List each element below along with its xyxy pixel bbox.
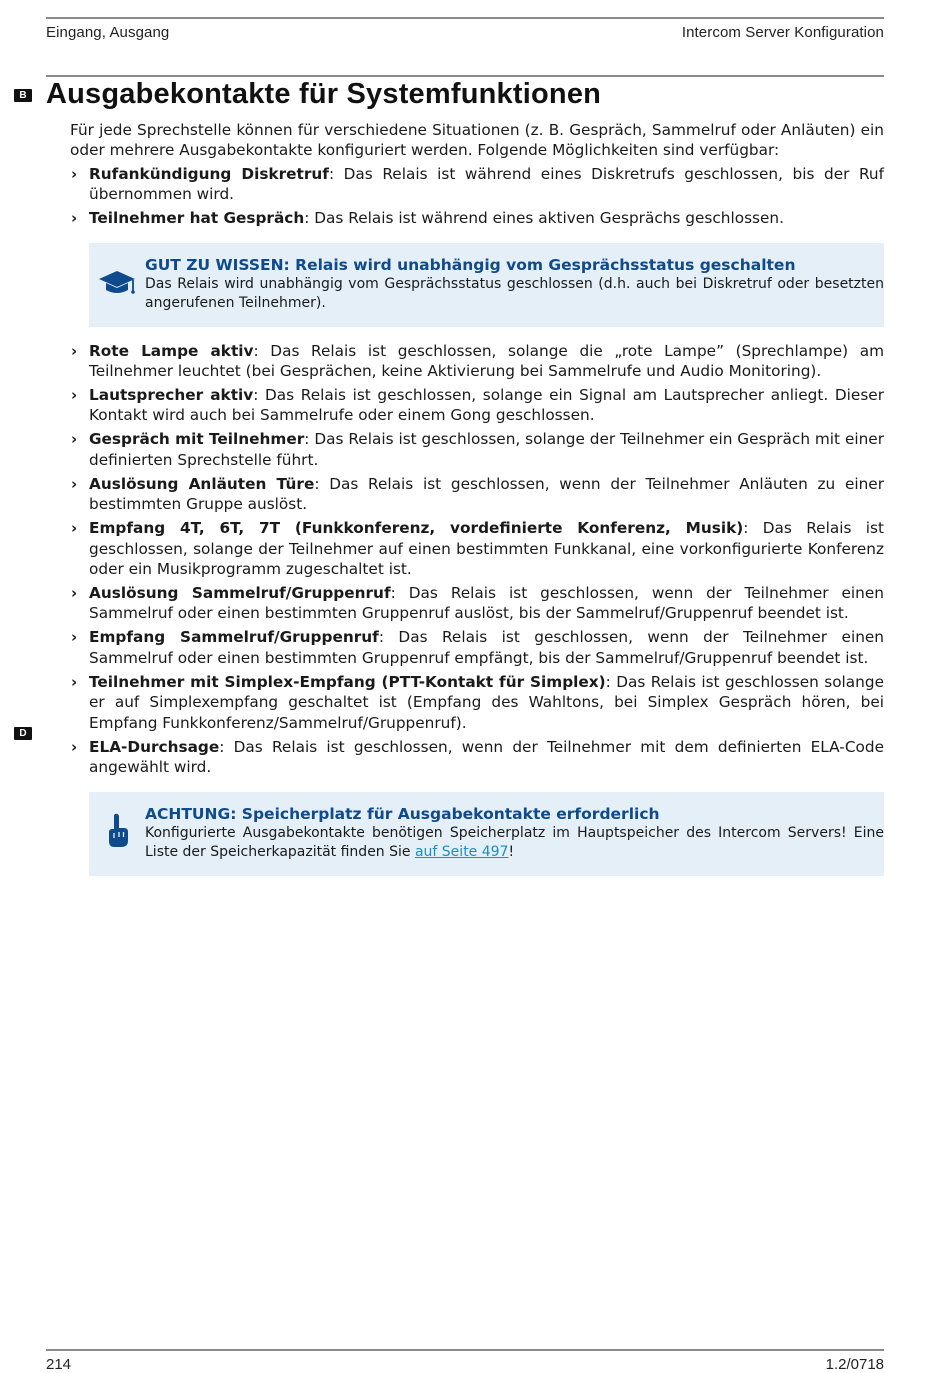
chevron-right-icon: › — [71, 209, 78, 228]
document-version: 1.2/0718 — [825, 1356, 884, 1373]
option-term: Empfang 4T, 6T, 7T (Funkkonferenz, vordefinierte Konferenz, Musik) — [89, 519, 744, 538]
option-list-a — [70, 164, 884, 229]
option-desc: : Das Relais ist geschlossen, solange der Teilnehmer ein Gespräch mit einer definierten Sprechstelle führt. — [89, 430, 884, 469]
info-note-title: GUT ZU WISSEN: Relais wird unabhängig vom Gesprächsstatus geschalten — [145, 255, 796, 274]
pointing-finger-icon — [97, 810, 137, 850]
header-document-title: Intercom Server Konfiguration — [681, 24, 884, 41]
list-item — [70, 208, 884, 228]
list-item — [70, 164, 884, 205]
option-term: Auslösung Sammelruf/Gruppenruf — [89, 584, 391, 603]
chevron-right-icon: › — [71, 584, 78, 603]
option-list-b — [70, 341, 884, 778]
option-desc: : Das Relais ist geschlossen, solange der Teilnehmer auf einen bestimmten Funkkanal, eine vorkonfigurierte Konferenz oder ein Musikprogramm zugeschaltet ist. — [89, 519, 884, 579]
header-bottom-rule — [46, 75, 884, 77]
option-term: Rufankündigung Diskretruf — [89, 164, 329, 183]
option-desc: : Das Relais ist während eines Diskretrufs geschlossen, bis der Ruf übernommen wird. — [89, 164, 884, 204]
list-item — [70, 518, 884, 579]
footer-rule — [46, 1349, 884, 1351]
warning-note-title: ACHTUNG: Speicherplatz für Ausgabekontakte erforderlich — [145, 804, 660, 823]
info-note-text: Das Relais wird unabhängig vom Gesprächsstatus geschlossen (d.h. auch bei Diskretruf oder besetzten angerufenen Teilnehmer). — [145, 275, 884, 311]
chevron-right-icon: › — [71, 430, 78, 449]
page-reference-link[interactable]: auf Seite 497 — [414, 843, 509, 860]
option-desc: : Das Relais ist geschlossen, wenn der Teilnehmer mit dem definierten ELA-Code angewählt wird. — [89, 737, 884, 777]
list-item — [70, 341, 884, 382]
chevron-right-icon: › — [71, 341, 78, 360]
option-desc: : Das Relais ist geschlossen, solange die „rote Lampe” (Sprechlampe) am Teilnehmer leuchtet (bei Gesprächen, keine Aktivierung bei Sammelrufe und Audio Monitoring). — [89, 341, 885, 381]
option-term: Teilnehmer mit Simplex-Empfang (PTT-Kontakt für Simplex) — [89, 672, 606, 691]
side-marker-b: B — [14, 89, 32, 102]
option-desc: : Das Relais ist geschlossen, wenn der Teilnehmer Anläuten zu einer bestimmten Gruppe auslöst. — [89, 474, 884, 514]
option-desc: : Das Relais ist geschlossen, solange ein Signal am Lautsprecher anliegt. Dieser Kontakt wird auch bei Sammelrufe oder einem Gong geschlossen. — [89, 386, 884, 425]
chevron-right-icon: › — [71, 628, 78, 647]
chevron-right-icon: › — [71, 474, 78, 493]
option-term: Lautsprecher aktiv — [89, 386, 254, 405]
list-item — [70, 474, 884, 515]
option-desc: : Das Relais ist während eines aktiven Gesprächs geschlossen. — [304, 209, 784, 228]
side-marker-d: D — [14, 727, 32, 740]
option-desc: : Das Relais ist geschlossen, wenn der Teilnehmer einen Sammelruf oder einen bestimmten Gruppenruf auslöst, bis der Sammelruf/Gruppenruf beendet ist. — [89, 584, 884, 623]
info-note — [89, 243, 884, 327]
option-desc: : Das Relais ist geschlossen solange er auf Simplexempfang geschaltet ist (Empfang des Wahltons, bei Simplex Gespräch hören, bei Empfang Funkkonferenz/Sammelruf/Gruppenruf). — [89, 672, 884, 732]
chevron-right-icon: › — [71, 519, 78, 538]
warning-note-text-before: Konfigurierte Ausgabekontakte benötigen Speicherplatz im Hauptspeicher des Intercom Servers! Eine Liste der Speicherkapazität finden Sie — [145, 824, 884, 860]
graduation-cap-icon — [97, 261, 137, 301]
chevron-right-icon: › — [71, 386, 78, 405]
list-item — [70, 385, 884, 426]
option-term: Teilnehmer hat Gespräch — [89, 209, 305, 228]
list-item — [70, 672, 884, 733]
option-term: Gespräch mit Teilnehmer — [89, 430, 305, 449]
option-term: ELA-Durchsage — [89, 737, 220, 756]
header-top-rule — [46, 17, 884, 19]
option-term: Rote Lampe aktiv — [89, 341, 254, 360]
page-title: Ausgabekontakte für Systemfunktionen — [46, 78, 602, 110]
chevron-right-icon: › — [71, 672, 78, 691]
chevron-right-icon: › — [71, 164, 78, 183]
chevron-right-icon: › — [71, 737, 78, 756]
list-item — [70, 583, 884, 624]
header-section-label: Eingang, Ausgang — [46, 24, 170, 41]
page-number: 214 — [46, 1356, 72, 1373]
option-desc: : Das Relais ist geschlossen, wenn der Teilnehmer einen Sammelruf oder einen bestimmten Gruppenruf empfängt, bis der Sammelruf/Gruppenruf beendet ist. — [89, 628, 884, 667]
list-item — [70, 737, 884, 778]
warning-note-text-after: ! — [508, 843, 515, 860]
option-term: Auslösung Anläuten Türe — [89, 474, 315, 493]
main-content — [70, 120, 884, 890]
option-term: Empfang Sammelruf/Gruppenruf — [89, 628, 379, 647]
list-item — [70, 627, 884, 668]
warning-note — [89, 792, 884, 876]
intro-paragraph: Für jede Sprechstelle können für verschiedene Situationen (z. B. Gespräch, Sammelruf oder Anläuten) ein oder mehrere Ausgabekontakte konfiguriert werden. Folgende Möglichkeiten sind verfügbar: — [70, 121, 884, 160]
warning-note-text — [145, 824, 884, 862]
list-item — [70, 429, 884, 470]
